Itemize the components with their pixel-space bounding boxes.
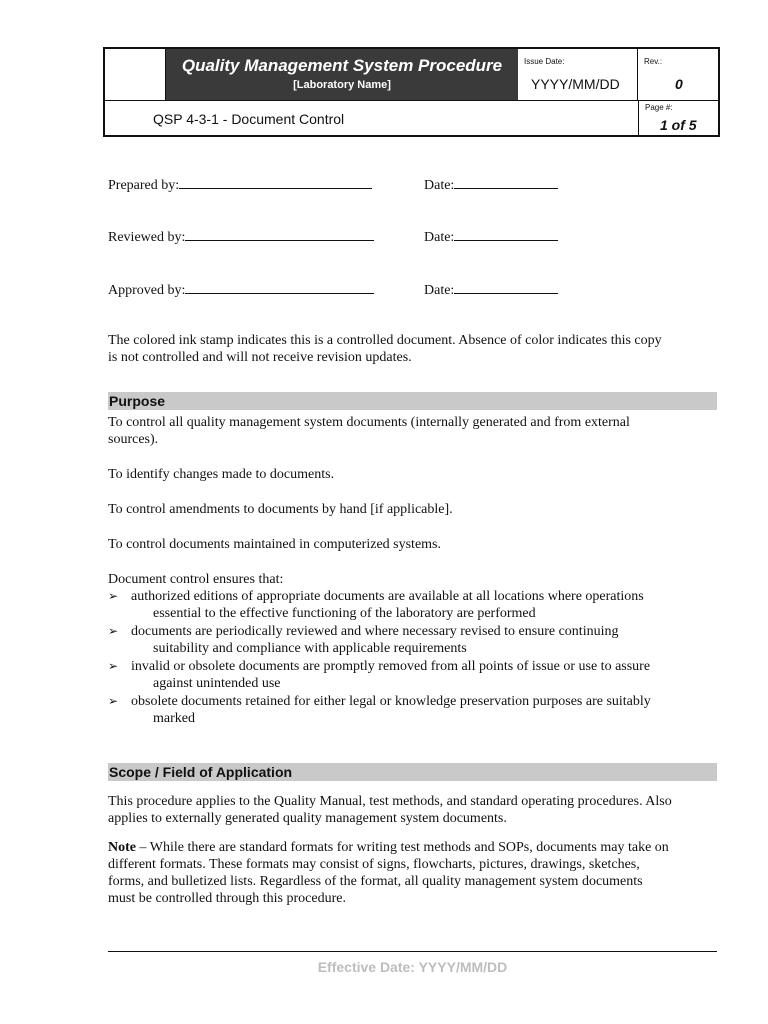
- reviewed-by-line: [185, 228, 374, 241]
- purpose-paragraph-3: To control amendments to documents by hand [if applicable].: [108, 502, 453, 517]
- purpose-p1-line-1: To control all quality management system documents (internally generated and from external: [108, 415, 630, 430]
- reviewed-by-field: [108, 228, 374, 246]
- stamp-note-line-1: The colored ink stamp indicates this is a controlled document. Absence of color indicates this copy: [108, 333, 662, 348]
- bullet-1-line-2: essential to the effective functioning of the laboratory are performed: [153, 606, 536, 621]
- page-number-value: 1 of 5: [660, 117, 697, 133]
- purpose-bullet-list: [108, 588, 720, 728]
- note-label: Note: [108, 840, 136, 855]
- bullet-3-line-2: against unintended use: [153, 676, 281, 691]
- page-number-cell: [638, 100, 720, 137]
- reviewed-date-line: [454, 228, 558, 241]
- title-cell: [166, 49, 518, 100]
- purpose-paragraph-4: To control documents maintained in computerized systems.: [108, 537, 441, 552]
- prepared-date-line: [454, 176, 558, 189]
- note-line-4: must be controlled through this procedure.: [108, 891, 346, 906]
- arrow-bullet-icon: ➢: [108, 694, 119, 708]
- approved-by-field: [108, 281, 374, 299]
- footer-divider: [108, 951, 717, 952]
- purpose-paragraph-2: To identify changes made to documents.: [108, 467, 335, 482]
- arrow-bullet-icon: ➢: [108, 659, 119, 673]
- purpose-p1-line-2: sources).: [108, 432, 159, 447]
- scope-note: [108, 839, 720, 907]
- purpose-paragraph-1: [108, 414, 720, 448]
- scope-paragraph-1: [108, 793, 720, 827]
- stamp-note: [108, 332, 720, 366]
- bullet-3-line-1: invalid or obsolete documents are promptly removed from all points of issue or use to assure: [131, 659, 651, 674]
- purpose-heading: Purpose: [108, 392, 717, 410]
- logo-cell: [105, 49, 166, 100]
- issue-date-cell: [518, 49, 638, 100]
- approved-by-line: [185, 281, 374, 294]
- list-item: [108, 623, 720, 657]
- prepared-date-field: [424, 176, 558, 194]
- prepared-date-label: Date:: [424, 178, 455, 193]
- list-item: [108, 693, 720, 727]
- bullet-4-line-1: obsolete documents retained for either legal or knowledge preservation purposes are suitably: [131, 694, 651, 709]
- prepared-by-field: [108, 176, 372, 194]
- approved-date-field: [424, 281, 558, 299]
- revision-label: Rev.:: [644, 57, 663, 66]
- note-line-2: different formats. These formats may consist of signs, flowcharts, pictures, drawings, sketches,: [108, 857, 640, 872]
- note-line-3: forms, and bulletized lists. Regardless of the format, all quality management system documents: [108, 874, 643, 889]
- approved-date-label: Date:: [424, 283, 455, 298]
- page-number-label: Page #:: [645, 103, 673, 112]
- document-header-table: [103, 47, 720, 137]
- bullet-2-line-2: suitability and compliance with applicable requirements: [153, 641, 467, 656]
- approved-by-label: Approved by:: [108, 283, 186, 298]
- approved-date-line: [454, 281, 558, 294]
- bullet-4-line-2: marked: [153, 711, 195, 726]
- list-item: [108, 658, 720, 692]
- issue-date-value: YYYY/MM/DD: [531, 76, 620, 92]
- prepared-by-label: Prepared by:: [108, 178, 180, 193]
- prepared-by-line: [179, 176, 372, 189]
- list-item: [108, 588, 720, 622]
- note-line-1: – While there are standard formats for writing test methods and SOPs, documents may take on: [136, 840, 669, 855]
- purpose-paragraph-5: Document control ensures that:: [108, 572, 284, 587]
- arrow-bullet-icon: ➢: [108, 624, 119, 638]
- issue-date-label: Issue Date:: [524, 57, 565, 66]
- arrow-bullet-icon: ➢: [108, 589, 119, 603]
- reviewed-date-label: Date:: [424, 230, 455, 245]
- scope-p1-line-1: This procedure applies to the Quality Manual, test methods, and standard operating procedures. Also: [108, 794, 672, 809]
- scope-p1-line-2: applies to externally generated quality management system documents.: [108, 811, 507, 826]
- revision-value: 0: [675, 76, 683, 92]
- reviewed-by-label: Reviewed by:: [108, 230, 186, 245]
- document-title: QSP 4-3-1 - Document Control: [153, 111, 345, 127]
- procedure-title: Quality Management System Procedure: [181, 56, 503, 75]
- document-title-cell: [105, 100, 638, 137]
- bullet-1-line-1: authorized editions of appropriate documents are available at all locations where operations: [131, 589, 644, 604]
- scope-heading: Scope / Field of Application: [108, 763, 717, 781]
- bullet-2-line-1: documents are periodically reviewed and where necessary revised to ensure continuing: [131, 624, 619, 639]
- laboratory-name: [Laboratory Name]: [293, 79, 391, 91]
- reviewed-date-field: [424, 228, 558, 246]
- effective-date-footer: Effective Date: YYYY/MM/DD: [317, 959, 508, 975]
- revision-cell: [638, 49, 720, 100]
- stamp-note-line-2: is not controlled and will not receive revision updates.: [108, 350, 412, 365]
